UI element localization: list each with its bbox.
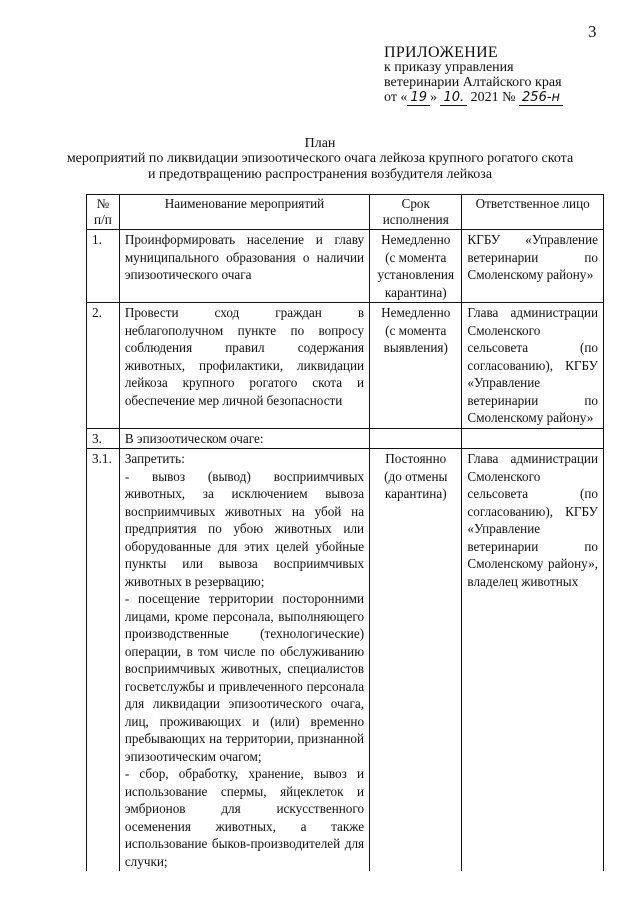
measure-item: - вывоз (вывод) восприимчивых животных, за исключением вывоза восприимчивых животных на убой на предприятия по убою животных или оборудованные для этих целей убойные пункты или вывоза восприимчивых животных в резервацию; <box>124 468 365 589</box>
measure-item: - сбор, обработку, хранение, вывоз и использование спермы, яйцеклеток и эмбрионов для искусственного осеменения животных, а также использование быков-производителей для случки; <box>124 766 365 869</box>
table-header-row <box>87 195 604 230</box>
row-measure: Провести сход граждан в неблагополучном пункте по вопросу соблюдения правил содержания животных, профилактики, ликвидации лейкоза крупного рогатого скота и обеспечение мер личной безопасности <box>119 303 369 429</box>
row-measure: Проинформировать население и главу муниципального образования о наличии эпизоотического очага <box>119 230 369 303</box>
measure-item: - посещение территории посторонними лицами, кроме персонала, выполняющего производственные (технологические) операции, в том числе по обслуживанию восприимчивых животных, специалистов госветслужбы и привлеченного персонала для ликвидации эпизоотического очага, лиц, проживающих и (или) временно пребывающих на территории, признанной эпизоотическим очагом; <box>124 591 365 764</box>
date-mid: » <box>429 90 437 105</box>
plan-title: План <box>304 136 336 151</box>
measures-table <box>86 194 604 871</box>
header-responsible: Ответственное лицо <box>462 195 604 230</box>
plan-subtitle <box>0 151 640 183</box>
page-number: 3 <box>588 22 597 41</box>
appendix-block <box>384 45 563 106</box>
row-measure <box>119 449 369 872</box>
table-row <box>87 303 604 429</box>
row-term: Немедленно (с момента установления карантина) <box>370 230 462 303</box>
header-name: Наименование мероприятий <box>119 195 369 230</box>
row-responsible <box>462 428 604 449</box>
header-num: № п/п <box>87 195 120 230</box>
row-term <box>370 428 462 449</box>
table-row <box>87 230 604 303</box>
row-num: 3. <box>87 428 120 449</box>
row-term: Немедленно (с момента выявления) <box>370 303 462 429</box>
table-row <box>87 428 604 449</box>
date-day: 19 <box>407 90 430 106</box>
appendix-authority-line: ветеринарии Алтайского края <box>384 75 562 90</box>
appendix-order-line: к приказу управления <box>384 60 514 75</box>
appendix-title: ПРИЛОЖЕНИЕ <box>384 44 499 61</box>
plan-subtitle-line2: и предотвращению распространения возбудителя лейкоза <box>147 167 493 182</box>
row-num: 3.1. <box>87 449 120 872</box>
row-responsible: Глава администрации Смоленского сельсовета (по согласованию), КГБУ «Управление ветеринарии по Смоленскому району», владелец животных <box>462 449 604 872</box>
date-month: 10. <box>440 90 467 106</box>
appendix-date-line <box>384 90 563 106</box>
row-responsible: Глава администрации Смоленского сельсовета (по согласованию), КГБУ «Управление ветеринарии по Смоленскому району» <box>462 303 604 429</box>
date-year: 2021 № <box>470 90 516 105</box>
plan-subtitle-line1: мероприятий по ликвидации эпизоотического очага лейкоза крупного рогатого скота <box>66 151 574 166</box>
measure-intro: Запретить: <box>124 451 185 466</box>
table-row <box>87 449 604 872</box>
row-responsible: КГБУ «Управление ветеринарии по Смоленскому району» <box>462 230 604 303</box>
row-num: 1. <box>87 230 120 303</box>
date-prefix: от « <box>384 90 408 105</box>
row-term: Постоянно (до отмены карантина) <box>370 449 462 872</box>
order-number: 256-н <box>519 90 563 106</box>
row-measure: В эпизоотическом очаге: <box>119 428 369 449</box>
header-term: Срок исполнения <box>370 195 462 230</box>
row-num: 2. <box>87 303 120 429</box>
